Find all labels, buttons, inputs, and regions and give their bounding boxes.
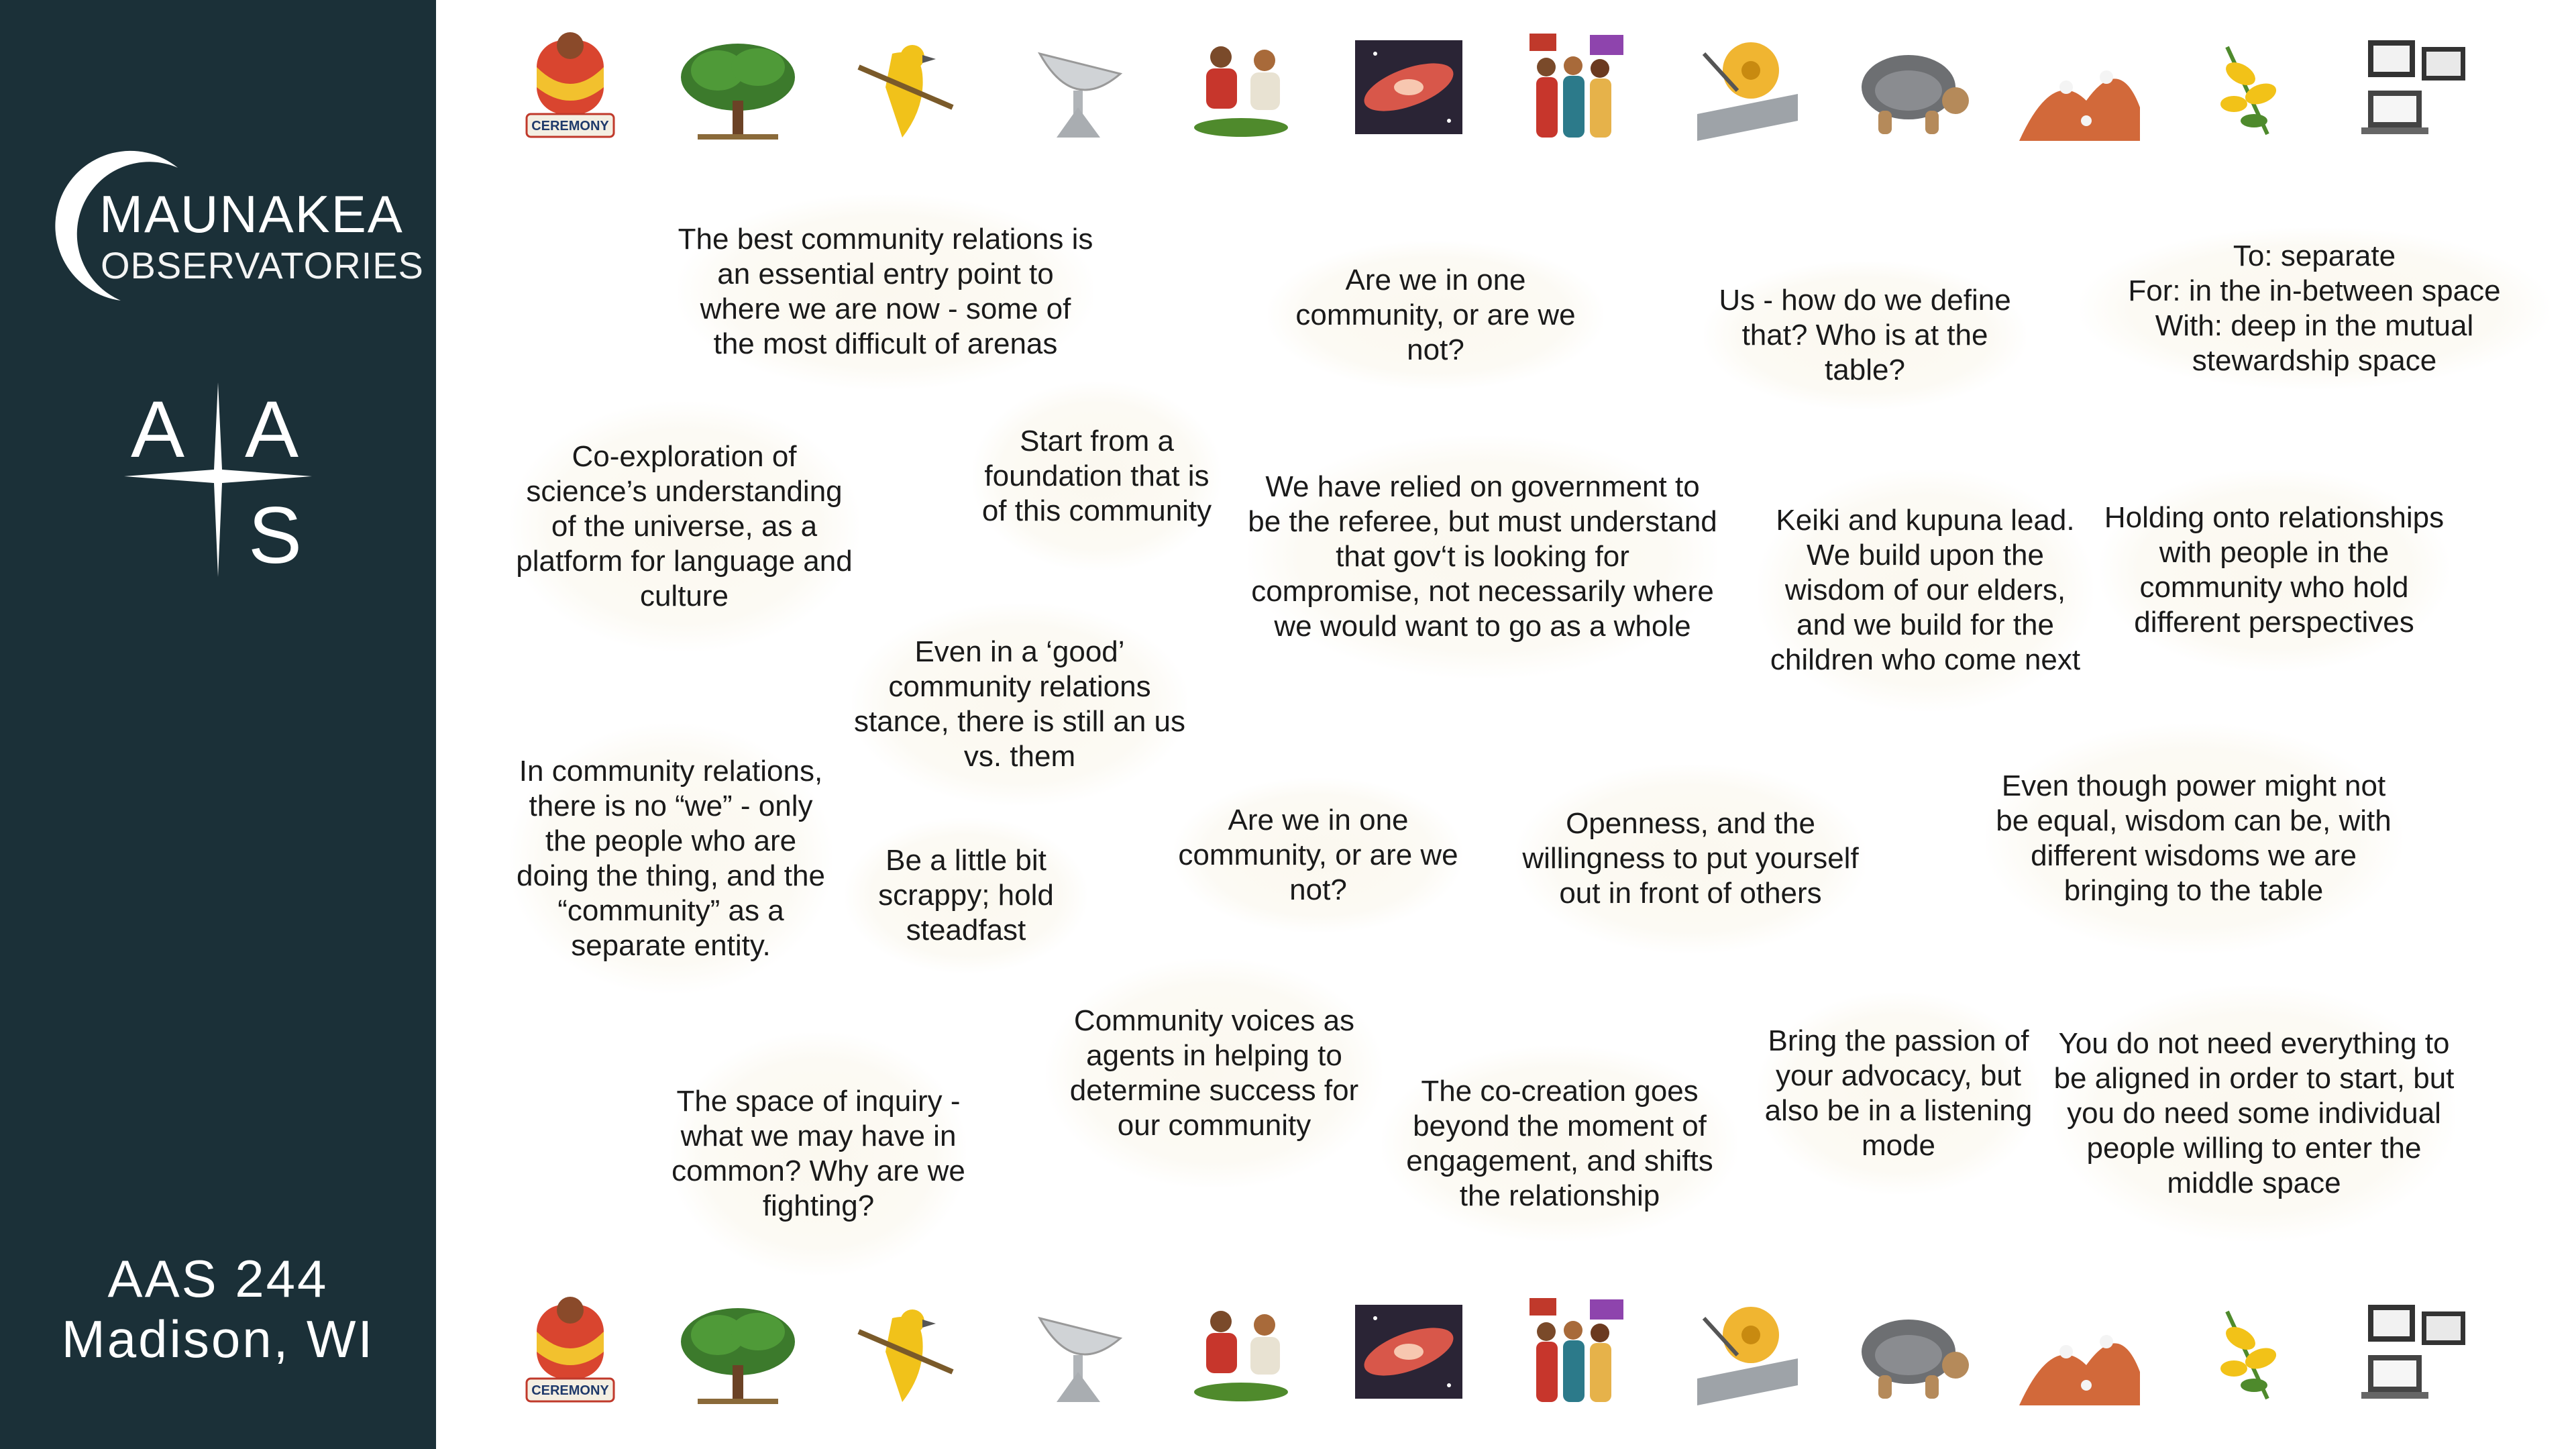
note-2: Are we in one community, or are we not?	[1268, 241, 1603, 389]
note-10: Even in a ‘good’ community relations stance, there is still an us vs. them	[852, 604, 1187, 805]
bottom-galaxy-icon	[1348, 1291, 1469, 1412]
ceremony-label: CEREMONY	[531, 1383, 609, 1398]
note-16: Community voices as agents in helping to determine success for our community	[1046, 959, 1382, 1187]
top-ceremony-icon	[510, 27, 631, 148]
bottom-computer-screens-icon	[2355, 1291, 2475, 1412]
aas-letter-a1: A	[131, 384, 185, 474]
note-5: Co-exploration of science’s understanding of the universe, as a platform for language and culture	[510, 402, 859, 651]
org-name: MAUNAKEA	[99, 184, 404, 244]
top-computer-screens-icon	[2355, 27, 2475, 148]
note-12: Be a little bit scrappy; hold steadfast	[845, 818, 1087, 973]
bottom-observatory-hills-icon	[2019, 1291, 2140, 1412]
aas-letter-a2: A	[245, 384, 299, 474]
note-11: In community relations, there is no “we” - only the people who are doing the thing, and the “community” as a separate entity.	[510, 724, 832, 993]
note-7: We have relied on government to be the referee, but must understand that gov‘t is looking for compromise, not necessarily where we would want to go as a whole	[1248, 436, 1717, 678]
bottom-satellite-dish-icon	[1013, 1291, 1134, 1412]
note-20: The space of inquiry - what we may have in common? Why are we fighting?	[671, 1033, 966, 1275]
event-location: Madison, WI	[61, 1309, 375, 1368]
top-turtle-icon	[1851, 27, 1972, 148]
top-people-planting-icon	[1181, 27, 1301, 148]
icon-row-bottom	[496, 1291, 2509, 1412]
top-galaxy-icon	[1348, 27, 1469, 148]
note-19: You do not need everything to be aligned in order to start, but you do need some individual people willing to enter the middle space	[2053, 986, 2455, 1241]
aas-logo	[117, 376, 319, 584]
bottom-ceremony-icon	[510, 1291, 631, 1412]
note-8: Keiki and kupuna lead. We build upon the wisdom of our elders, and we build for the children who come next	[1758, 470, 2093, 711]
top-observatory-hills-icon	[2019, 27, 2140, 148]
note-13: Are we in one community, or are we not?	[1174, 778, 1462, 932]
top-protest-group-icon	[1516, 27, 1637, 148]
top-yellow-bird-icon	[845, 27, 966, 148]
note-15: Even though power might not be equal, wisdom can be, with different wisdoms we are bringing to the table	[1986, 724, 2402, 953]
aas-letter-s: S	[248, 490, 303, 580]
top-satellite-dish-icon	[1013, 27, 1134, 148]
note-3: Us - how do we define that? Who is at the table?	[1704, 262, 2026, 409]
ceremony-label: CEREMONY	[531, 119, 609, 133]
bottom-protest-group-icon	[1516, 1291, 1637, 1412]
note-6: Start from a foundation that is of this community	[973, 382, 1221, 570]
top-yellow-flower-icon	[2187, 27, 2308, 148]
note-9: Holding onto relationships with people in the community who hold different perspectives	[2100, 470, 2449, 671]
note-4: To: separate For: in the in-between space With: deep in the mutual stewardship space	[2080, 228, 2549, 389]
top-space-telescope-icon	[1684, 27, 1805, 148]
note-14: Openness, and the willingness to put yourself out in front of others	[1516, 765, 1865, 953]
top-tree-icon	[678, 27, 798, 148]
bottom-turtle-icon	[1851, 1291, 1972, 1412]
icon-row-top	[496, 27, 2509, 148]
event-name: AAS 244	[107, 1249, 329, 1308]
maunakea-observatories-logo	[40, 148, 424, 309]
sidebar	[0, 0, 436, 1449]
bottom-yellow-flower-icon	[2187, 1291, 2308, 1412]
note-17: The co-creation goes beyond the moment of engagement, and shifts the relationship	[1382, 1046, 1737, 1241]
org-subtitle: OBSERVATORIES	[101, 244, 424, 286]
note-1: The best community relations is an essential entry point to where we are now - some of the most difficult of arenas	[678, 195, 1093, 389]
bottom-tree-icon	[678, 1291, 798, 1412]
bottom-yellow-bird-icon	[845, 1291, 966, 1412]
bottom-people-planting-icon	[1181, 1291, 1301, 1412]
note-18: Bring the passion of your advocacy, but also be in a listening mode	[1758, 993, 2039, 1194]
bottom-space-telescope-icon	[1684, 1291, 1805, 1412]
